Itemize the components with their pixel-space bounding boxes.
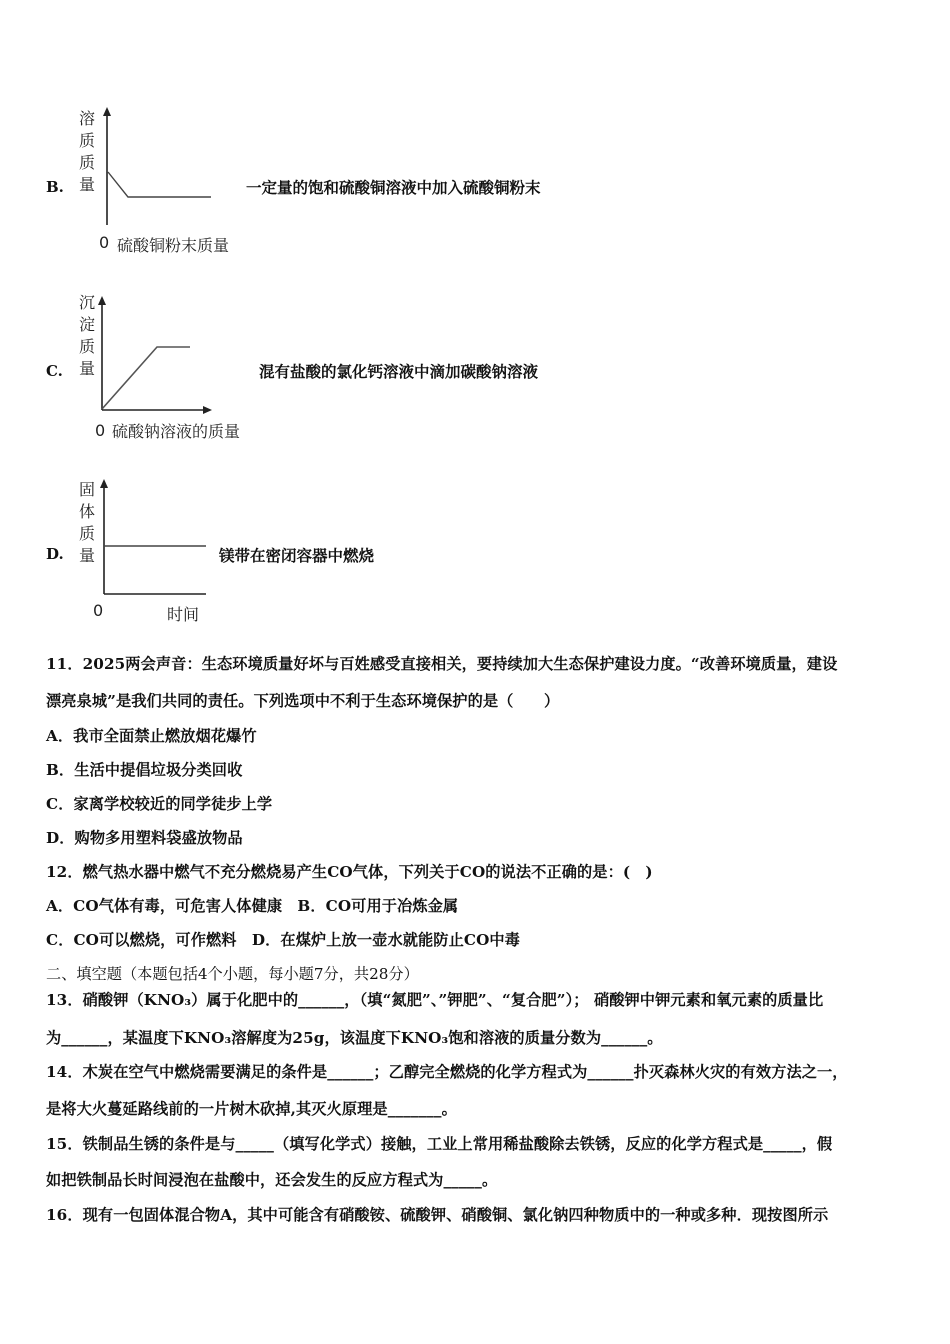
x-axis-arrow <box>203 406 212 414</box>
origin-label-d: 0 <box>93 601 104 620</box>
y-label-char: 溶 <box>78 109 95 128</box>
q11-option-a: A．我市全面禁止燃放烟花爆竹 <box>46 727 257 745</box>
q11-option-b: B．生活中提倡垃圾分类回收 <box>46 761 243 779</box>
y-axis-arrow <box>98 296 106 305</box>
graph-b-plot <box>95 105 225 230</box>
q14-line2: 是将大火蔓延路线前的一片树木砍掉,其灭火原理是_______。 <box>46 1100 457 1118</box>
origin-label-b: 0 <box>99 233 110 252</box>
y-label-char: 体 <box>78 502 95 521</box>
q11-stem-line1: 11．2025两会声音：生态环境质量好坏与百姓感受直接相关，要持续加大生态保护建设力度。“改善环境质量，建设 <box>46 655 838 673</box>
q12-options-row2: C．CO可以燃烧，可作燃料 D．在煤炉上放一壶水就能防止CO中毒 <box>46 931 520 949</box>
q12-stem: 12．燃气热水器中燃气不充分燃烧易产生CO气体，下列关于CO的说法不正确的是：( ) <box>46 863 653 881</box>
q11-stem-line2: 漂亮泉城”是我们共同的责任。下列选项中不利于生态环境保护的是（ ） <box>46 692 560 710</box>
y-label-char: 质 <box>78 524 95 543</box>
option-letter-d: D. <box>46 545 64 563</box>
curve-c <box>102 347 190 409</box>
x-axis-label-c: 硫酸钠溶液的质量 <box>112 422 241 441</box>
q12-options-row1: A．CO气体有毒，可危害人体健康 B．CO可用于冶炼金属 <box>46 897 459 915</box>
caption-d: 镁带在密闭容器中燃烧 <box>219 546 375 565</box>
q11-option-d: D．购物多用塑料袋盛放物品 <box>46 829 243 847</box>
q13-line2: 为______，某温度下KNO₃溶解度为25g，该温度下KNO₃饱和溶液的质量分数为______。 <box>46 1029 663 1047</box>
y-label-char: 质 <box>78 131 95 150</box>
y-label-char: 量 <box>78 546 95 565</box>
q16-line1: 16．现有一包固体混合物A，其中可能含有硝酸铵、硫酸钾、硝酸铜、氯化钠四种物质中的一种或多种．现按图所示 <box>46 1206 829 1224</box>
curve-b <box>108 172 211 197</box>
x-axis-label-b: 硫酸铜粉末质量 <box>117 236 230 255</box>
section-heading-fill-in: 二、填空题（本题包括4个小题，每小题7分，共28分） <box>46 965 419 983</box>
y-label-char: 固 <box>78 480 95 499</box>
q14-line1: 14．木炭在空气中燃烧需要满足的条件是______；乙醇完全燃烧的化学方程式为______扑灭森林火灾的有效方法之一， <box>46 1063 848 1081</box>
q13-line1: 13．硝酸钾（KNO₃）属于化肥中的______，（填“氮肥”、”钾肥”、“复合肥”）； 硝酸钾中钾元素和氧元素的质量比 <box>46 991 824 1009</box>
y-axis-arrow <box>103 107 111 116</box>
caption-c: 混有盐酸的氯化钙溶液中滴加碳酸钠溶液 <box>259 362 539 381</box>
y-label-char: 质 <box>78 337 95 356</box>
q15-line2: 如把铁制品长时间浸泡在盐酸中，还会发生的反应方程式为_____。 <box>46 1171 498 1189</box>
x-axis-label-d: 时间 <box>167 605 200 624</box>
y-axis-arrow <box>100 479 108 488</box>
q15-line1: 15．铁制品生锈的条件是与_____（填写化学式）接触，工业上常用稀盐酸除去铁锈，反应的化学方程式是_____，假 <box>46 1135 833 1153</box>
y-label-char: 质 <box>78 153 95 172</box>
y-axis-label-b <box>77 108 97 196</box>
graph-c-plot <box>90 292 220 417</box>
option-letter-c: C. <box>46 362 63 380</box>
y-label-char: 量 <box>78 359 95 378</box>
origin-label-c: 0 <box>95 421 106 440</box>
caption-b: 一定量的饱和硫酸铜溶液中加入硫酸铜粉末 <box>246 178 541 197</box>
q11-option-c: C．家离学校较近的同学徒步上学 <box>46 795 273 813</box>
graph-d-plot <box>92 474 222 599</box>
y-label-char: 沉 <box>78 293 95 312</box>
y-label-char: 淀 <box>78 315 95 334</box>
option-letter-b: B. <box>46 178 64 196</box>
y-label-char: 量 <box>78 175 95 194</box>
